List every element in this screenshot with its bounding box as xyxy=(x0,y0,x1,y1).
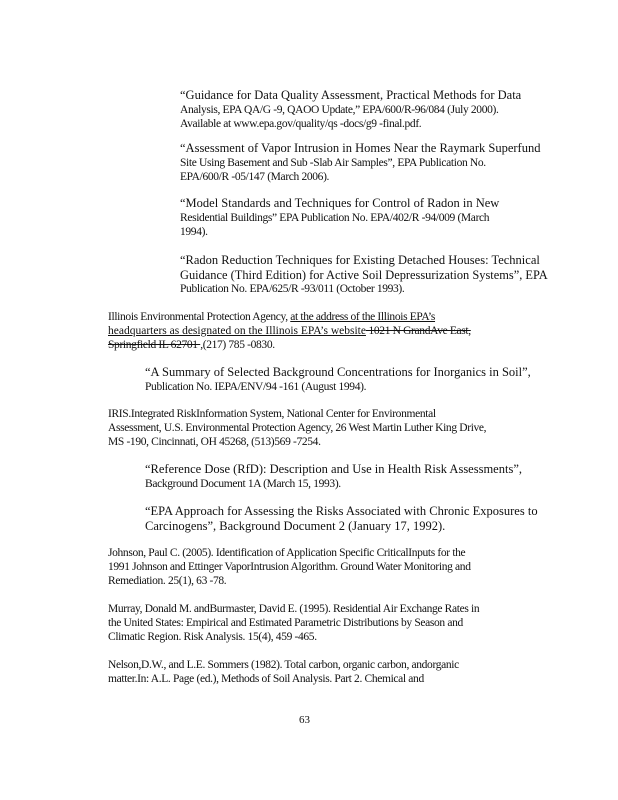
reference-line: “Radon Reduction Techniques for Existing Detached Houses: Technical xyxy=(180,253,540,267)
plain-text: ,(217) 785 -0830. xyxy=(200,339,275,351)
reference-line: “Model Standards and Techniques for Control of Radon in New xyxy=(180,196,500,210)
reference-line: 1991 Johnson and Ettinger VaporIntrusion Algorithm. Ground Water Monitoring and xyxy=(108,561,471,573)
reference-line: IRIS.Integrated RiskInformation System, National Center for Environmental xyxy=(108,408,436,420)
reference-line: “Assessment of Vapor Intrusion in Homes Near the Raymark Superfund xyxy=(180,141,541,155)
reference-line: “A Summary of Selected Background Concentrations for Inorganics in Soil”, xyxy=(145,365,531,379)
reference-line: EPA/600/R -05/147 (March 2006). xyxy=(180,171,330,183)
reference-line: Background Document 1A (March 15, 1993). xyxy=(145,478,341,490)
struck-deletion: 1021 N GrandAve East, xyxy=(365,325,471,337)
reference-line: Nelson,D.W., and L.E. Sommers (1982). Total carbon, organic carbon, andorganic xyxy=(108,659,459,671)
plain-text: Illinois Environmental Protection Agency, xyxy=(108,311,291,323)
underlined-insertion: headquarters as designated on the Illinois EPA’s website xyxy=(108,325,366,337)
reference-line xyxy=(108,338,275,352)
reference-line: Site Using Basement and Sub -Slab Air Samples”, EPA Publication No. xyxy=(180,157,486,169)
reference-line: Climatic Region. Risk Analysis. 15(4), 459 -465. xyxy=(108,631,317,643)
reference-line: “EPA Approach for Assessing the Risks Associated with Chronic Exposures to xyxy=(145,504,538,518)
reference-line: Publication No. IEPA/ENV/94 -161 (August 1994). xyxy=(145,381,367,393)
reference-line: Publication No. EPA/625/R -93/011 (October 1993). xyxy=(180,283,405,295)
reference-line: Assessment, U.S. Environmental Protection Agency, 26 West Martin Luther King Drive, xyxy=(108,422,487,434)
underlined-insertion: at the address of the Illinois EPA’s xyxy=(290,311,436,323)
reference-line: Analysis, EPA QA/G -9, QAOO Update,” EPA/600/R-96/084 (July 2000). xyxy=(180,104,499,116)
struck-deletion: Springfield IL 62701 xyxy=(108,339,201,351)
reference-line: matter.In: A.L. Page (ed.), Methods of Soil Analysis. Part 2. Chemical and xyxy=(108,673,424,685)
reference-line xyxy=(108,310,435,324)
reference-line: Guidance (Third Edition) for Active Soil Depressurization Systems”, EPA xyxy=(180,268,548,282)
page-number: 63 xyxy=(299,714,310,726)
reference-line: “Reference Dose (RfD): Description and Use in Health Risk Assessments”, xyxy=(145,462,522,476)
reference-line: Remediation. 25(1), 63 -78. xyxy=(108,575,227,587)
reference-line: 1994). xyxy=(180,226,208,238)
reference-line: “Guidance for Data Quality Assessment, Practical Methods for Data xyxy=(180,88,522,102)
reference-line: MS -190, Cincinnati, OH 45268, (513)569 -7254. xyxy=(108,436,321,448)
reference-line: Available at www.epa.gov/quality/qs -docs/g9 -final.pdf. xyxy=(180,118,422,130)
reference-line: Residential Buildings” EPA Publication No. EPA/402/R -94/009 (March xyxy=(180,212,490,224)
reference-line: Carcinogens”, Background Document 2 (January 17, 1992). xyxy=(145,519,446,533)
reference-line: Murray, Donald M. andBurmaster, David E. (1995). Residential Air Exchange Rates in xyxy=(108,603,480,615)
reference-line: Johnson, Paul C. (2005). Identification of Application Specific CriticalInputs for the xyxy=(108,547,466,559)
reference-line xyxy=(108,324,471,338)
reference-line: the United States: Empirical and Estimated Parametric Distributions by Season and xyxy=(108,617,463,629)
